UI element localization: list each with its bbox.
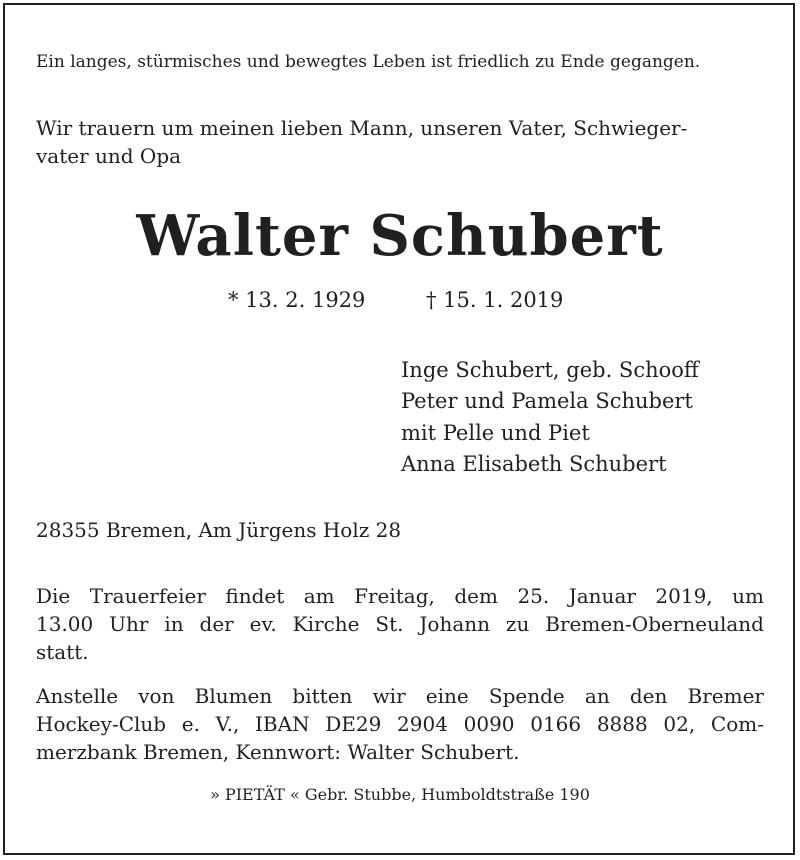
funeral-line-3: statt. xyxy=(36,640,89,664)
funeral-home-footer: » PIETÄT « Gebr. Stubbe, Humboldtstraße 190 xyxy=(210,785,590,804)
family-member: Anna Elisabeth Schubert xyxy=(401,452,667,476)
donation-line-2: Hockey-Club e. V., IBAN DE29 2904 0090 0166 8888 02, Com- xyxy=(36,712,764,736)
funeral-line-2: 13.00 Uhr in der ev. Kirche St. Johann zu Bremen-Oberneuland xyxy=(36,612,764,636)
donation-line-3: merzbank Bremen, Kennwort: Walter Schubert. xyxy=(36,740,520,764)
address: 28355 Bremen, Am Jürgens Holz 28 xyxy=(36,518,402,542)
donation-line-1: Anstelle von Blumen bitten wir eine Spende an den Bremer xyxy=(36,684,764,708)
intro-text: Ein langes, stürmisches und bewegtes Leben ist friedlich zu Ende gegangen. xyxy=(36,52,701,72)
mourning-line-1: Wir trauern um meinen lieben Mann, unseren Vater, Schwieger- xyxy=(36,116,688,140)
birth-date: * 13. 2. 1929 xyxy=(228,288,366,312)
mourning-line-2: vater und Opa xyxy=(36,144,182,168)
funeral-line-1: Die Trauerfeier findet am Freitag, dem 25. Januar 2019, um xyxy=(36,584,764,608)
deceased-name: Walter Schubert xyxy=(136,203,664,269)
death-date: † 15. 1. 2019 xyxy=(426,288,564,312)
family-member: Inge Schubert, geb. Schooff xyxy=(401,358,699,382)
family-member: mit Pelle und Piet xyxy=(401,421,590,445)
family-member: Peter und Pamela Schubert xyxy=(401,389,693,413)
